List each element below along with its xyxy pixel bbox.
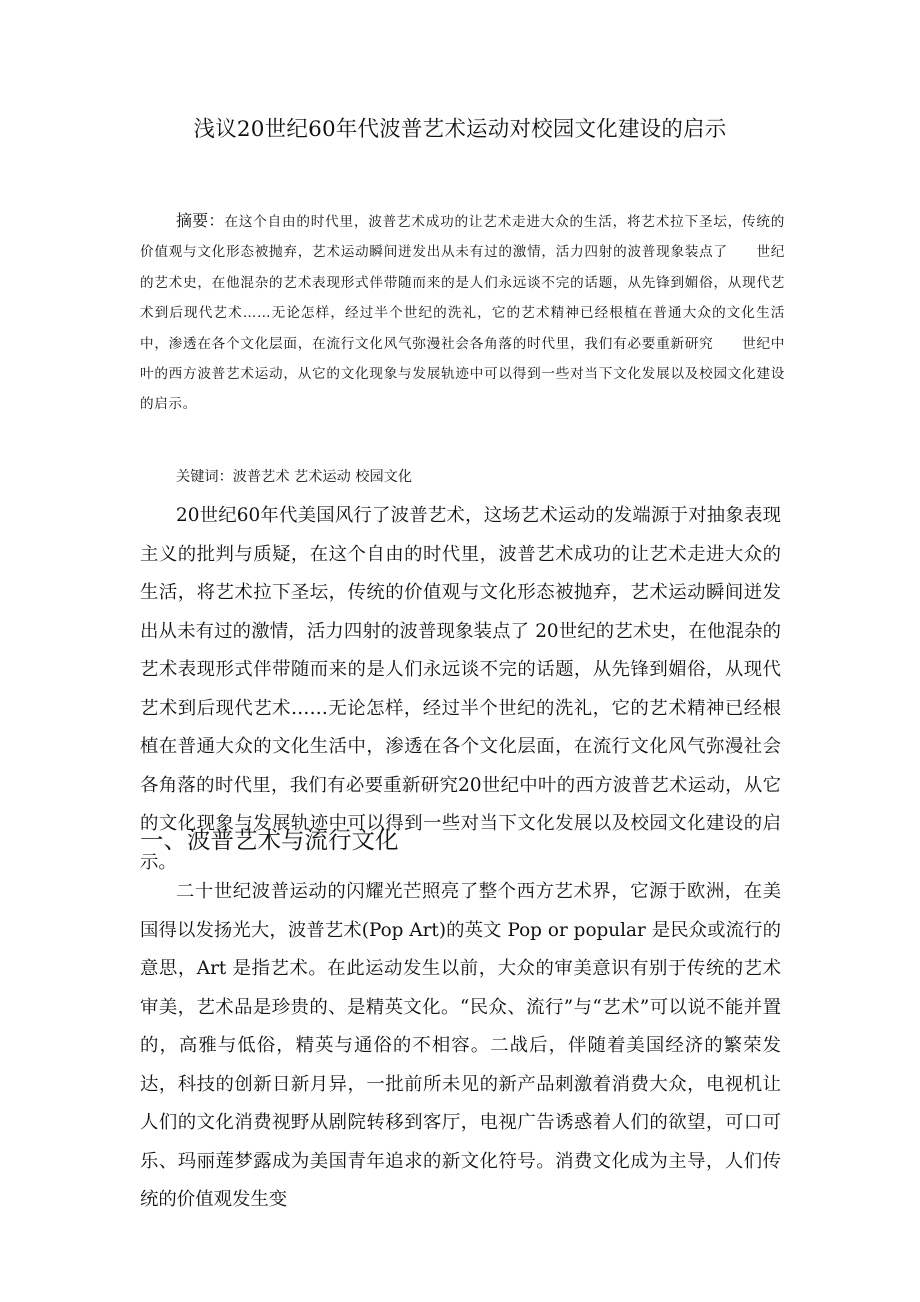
abstract-label: 摘要：	[176, 211, 225, 230]
abstract-block	[140, 206, 785, 420]
body-paragraph-intro: 20世纪60年代美国风行了波普艺术，这场艺术运动的发端源于对抽象表现主义的批判与质疑，在这个自由的时代里，波普艺术成功的让艺术走进大众的生活，将艺术拉下圣坛，传统的价值观与文化形态被抛弃，艺术运动瞬间迸发出从未有过的激情，活力四射的波普现象装点了 20世纪的艺术史，在他混杂的艺术表现形式伴带随而来的是人们永远谈不完的话题，从先锋到媚俗，从现代艺术到后现代艺术……无论怎样，经过半个世纪的洗礼，它的艺术精神已经根植在普通大众的文化生活中，渗透在各个文化层面，在流行文化风气弥漫社会各角落的时代里，我们有必要重新研究20世纪中叶的西方波普艺术运动，从它的文化现象与发展轨迹中可以得到一些对当下文化发展以及校园文化建设的启示。	[140, 505, 781, 873]
body-paragraph-section-1: 二十世纪波普运动的闪耀光芒照亮了整个西方艺术界，它源于欧洲，在美国得以发扬光大，波普艺术(Pop Art)的英文 Pop or popular 是民众或流行的意思，Art 是指艺术。在此运动发生以前，大众的审美意识有别于传统的艺术审美，艺术品是珍贵的、是精英文化。“民众、流行”与“艺术”可以说不能并置的，高雅与低俗，精英与通俗的不相容。二战后，伴随着美国经济的繁荣发达，科技的创新日新月异，一批前所未见的新产品刺激着消费大众，电视机让人们的文化消费视野从剧院转移到客厅，电视广告诱惑着人们的欲望，可口可乐、玛丽莲梦露成为美国青年追求的新文化符号。消费文化成为主导，人们传统的价值观发生变	[140, 881, 781, 1210]
document-title: 浅议20世纪60年代波普艺术运动对校园文化建设的启示	[193, 117, 727, 142]
abstract-text: 在这个自由的时代里，波普艺术成功的让艺术走进大众的生活，将艺术拉下圣坛，传统的价值观与文化形态被抛弃，艺术运动瞬间迸发出从未有过的激情，活力四射的波普现象装点了 世纪的艺术史，在他混杂的艺术表现形式伴带随而来的是人们永远谈不完的话题，从先锋到媚俗，从现代艺术到后现代艺术……无论怎样，经过半个世纪的洗礼，它的艺术精神已经根植在普通大众的文化生活中，渗透在各个文化层面，在流行文化风气弥漫社会各角落的时代里，我们有必要重新研究 世纪中叶的西方波普艺术运动，从它的文化现象与发展轨迹中可以得到一些对当下文化发展以及校园文化建设的启示。	[140, 214, 785, 413]
section-heading: 一、波普艺术与流行文化	[140, 826, 399, 854]
keywords-line: 关键词：波普艺术 艺术运动 校园文化	[176, 469, 413, 485]
